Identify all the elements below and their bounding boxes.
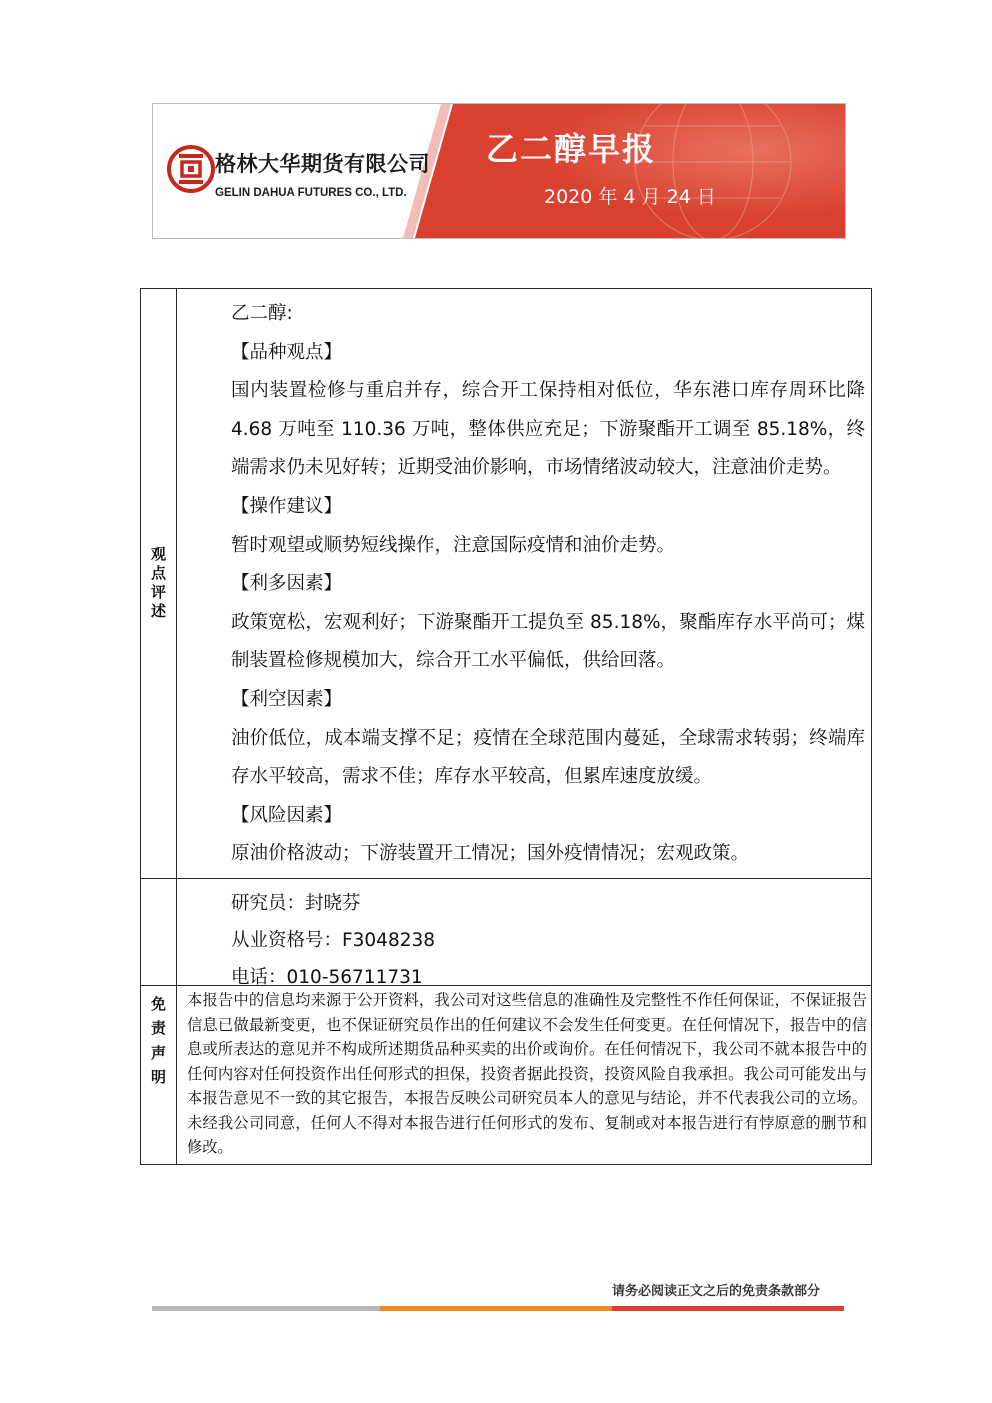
disclaimer-content-cell (177, 985, 872, 1164)
footer-note: 请务必阅读正文之后的免责条款部分 (612, 1284, 821, 1299)
bull-text: 政策宽松，宏观利好；下游聚酯开工提负至 85.18%，聚酯库存水平尚可；煤制装置检修规模加大，综合开工水平偏低，供给回落。 (231, 611, 865, 672)
report-banner (152, 103, 846, 239)
analyst-content-cell (177, 878, 872, 988)
risk-text: 原油价格波动；下游装置开工情况；国外疫情情况；宏观政策。 (231, 843, 750, 865)
commentary-content-cell (177, 289, 872, 879)
footer-bar-red (612, 1306, 844, 1311)
disclaimer-text: 本报告中的信息均来源于公开资料，我公司对这些信息的准确性及完整性不作任何保证，不保证报告信息已做最新变更，也不保证研究员作出的任何建议不会发生任何变更。在任何情况下，报告中的信息或所表达的意见并不构成所述期货品种买卖的出价或询价。在任何情况下，我公司不就本报告中的任何内容对任何投资作出任何形式的担保，投资者据此投资，投资风险自我承担。我公司可能发出与本报告意见不一致的其它报告，本报告反映公司研究员本人的意见与结论，并不代表我公司的立场。未经我公司同意，任何人不得对本报告进行任何形式的发布、复制或对本报告进行有悖原意的删节和修改。 (187, 990, 867, 1157)
disclaimer-row (141, 985, 872, 1164)
analyst-label-cell (141, 878, 177, 985)
product-line: 乙二醇: (231, 303, 293, 324)
bear-heading: 【利空因素】 (231, 688, 343, 710)
bear-text: 油价低位，成本端支撑不足；疫情在全球范围内蔓延，全球需求转弱；终端库存水平较高，需求不佳；库存水平较高，但累库速度放缓。 (231, 727, 865, 788)
view-heading: 【品种观点】 (231, 341, 343, 363)
view-text: 国内装置检修与重启并存，综合开工保持相对低位，华东港口库存周环比降4.68 万吨至 110.36 万吨，整体供应充足；下游聚酯开工调至 85.18%，终端需求仍未见好转；近期受油价影响，市场情绪波动较大，注意油价走势。 (231, 380, 865, 479)
report-table (140, 288, 872, 1165)
analyst-phone: 电话：010-56711731 (231, 966, 423, 988)
commentary-label: 观点评述 (150, 545, 166, 621)
bull-heading: 【利多因素】 (231, 573, 343, 595)
report-title: 乙二醇早报 (486, 130, 657, 168)
disclaimer-label-cell (141, 985, 177, 1164)
footer-bar-orange (380, 1306, 612, 1311)
report-date: 2020 年 4 月 24 日 (544, 186, 716, 208)
analyst-name: 研究员：封晓芬 (231, 892, 361, 914)
advice-heading: 【操作建议】 (231, 495, 343, 517)
risk-heading: 【风险因素】 (231, 804, 343, 826)
advice-text: 暂时观望或顺势短线操作，注意国际疫情和油价走势。 (231, 534, 676, 556)
commentary-row (141, 289, 872, 879)
company-name-cn: 格林大华期货有限公司 (215, 152, 430, 176)
footer-color-bar (152, 1306, 844, 1311)
analyst-row (141, 878, 872, 985)
commentary-label-cell (141, 289, 177, 879)
company-name-en: GELIN DAHUA FUTURES CO., LTD. (215, 187, 407, 199)
analyst-license: 从业资格号：F3048238 (231, 929, 436, 951)
footer-bar-gray (152, 1306, 380, 1311)
disclaimer-label: 免责声明 (150, 994, 166, 1087)
